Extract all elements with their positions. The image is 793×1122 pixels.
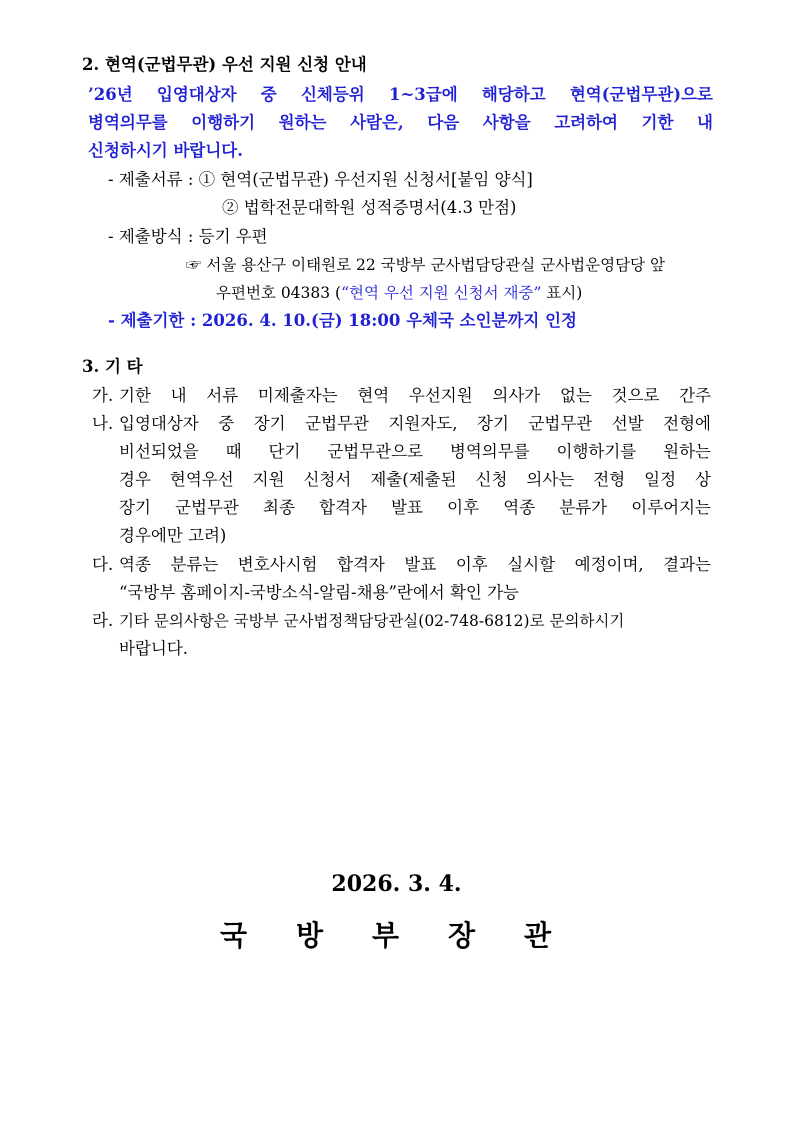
docs-label: - 제출서류 : ① 현역(군법무관) 우선지원 신청서[붙임 양식] xyxy=(108,170,533,189)
item-marker-ga: 가. xyxy=(92,386,114,405)
address-line: ☞ 서울 용산구 이태원로 22 국방부 군사법담당관실 군사법운영담당 앞 xyxy=(186,256,665,274)
item-na-line-4: 장기 군법무관 최종 합격자 발표 이후 역종 분류가 이루어지는 xyxy=(119,498,711,517)
method-label: - 제출방식 : 등기 우편 xyxy=(108,227,268,246)
signature-char-3: 부 xyxy=(372,919,400,952)
item-marker-da: 다. xyxy=(92,555,114,574)
intro-line-3: 신청하시기 바랍니다. xyxy=(88,141,243,160)
intro-line-1: ’26년 입영대상자 중 신체등위 1~3급에 해당하고 현역(군법무관)으로 xyxy=(88,85,713,104)
item-ra-line-1: 기타 문의사항은 국방부 군사법정책담당관실(02-748-6812)로 문의하시기 xyxy=(119,612,625,630)
item-ga-line-1: 기한 내 서류 미제출자는 현역 우선지원 의사가 없는 것으로 간주 xyxy=(119,386,711,405)
issue-date: 2026. 3. 4. xyxy=(331,871,462,897)
item-da-line-1: 역종 분류는 변호사시험 합격자 발표 이후 실시할 예정이며, 결과는 xyxy=(119,555,711,574)
section-2-heading: 2. 현역(군법무관) 우선 지원 신청 안내 xyxy=(82,55,367,74)
deadline: - 제출기한 : 2026. 4. 10.(금) 18:00 우체국 소인분까지 인정 xyxy=(108,311,577,330)
signature-char-5: 관 xyxy=(524,919,552,952)
signature-char-4: 장 xyxy=(448,919,476,952)
section-3-heading: 3. 기 타 xyxy=(82,357,143,376)
item-na-line-3: 경우 현역우선 지원 신청서 제출(제출된 신청 의사는 전형 일정 상 xyxy=(119,470,711,489)
item-marker-ra: 라. xyxy=(92,611,114,630)
signature-char-1: 국 xyxy=(220,919,248,952)
item-marker-na: 나. xyxy=(92,414,114,433)
item-na-line-1: 입영대상자 중 장기 군법무관 지원자도, 장기 군법무관 선발 전형에 xyxy=(119,414,711,433)
item-ra-line-2: 바랍니다. xyxy=(119,639,189,658)
item-na-line-5: 경우에만 고려) xyxy=(119,526,227,545)
intro-line-2: 병역의무를 이행하기 원하는 사람은, 다음 사항을 고려하여 기한 내 xyxy=(88,113,713,132)
postal-line xyxy=(216,282,582,304)
item-na-line-2: 비선되었을 때 단기 군법무관으로 병역의무를 이행하기를 원하는 xyxy=(119,442,711,461)
signature-char-2: 방 xyxy=(296,919,324,952)
postal-suffix: 표시) xyxy=(541,284,583,302)
docs-second: ② 법학전문대학원 성적증명서(4.3 만점) xyxy=(222,198,517,217)
item-da-line-2: “국방부 홈페이지-국방소식-알림-채용”란에서 확인 가능 xyxy=(119,583,519,602)
postal-prefix: 우편번호 04383 ( xyxy=(216,284,342,302)
postal-highlight: “현역 우선 지원 신청서 재중” xyxy=(341,284,542,302)
